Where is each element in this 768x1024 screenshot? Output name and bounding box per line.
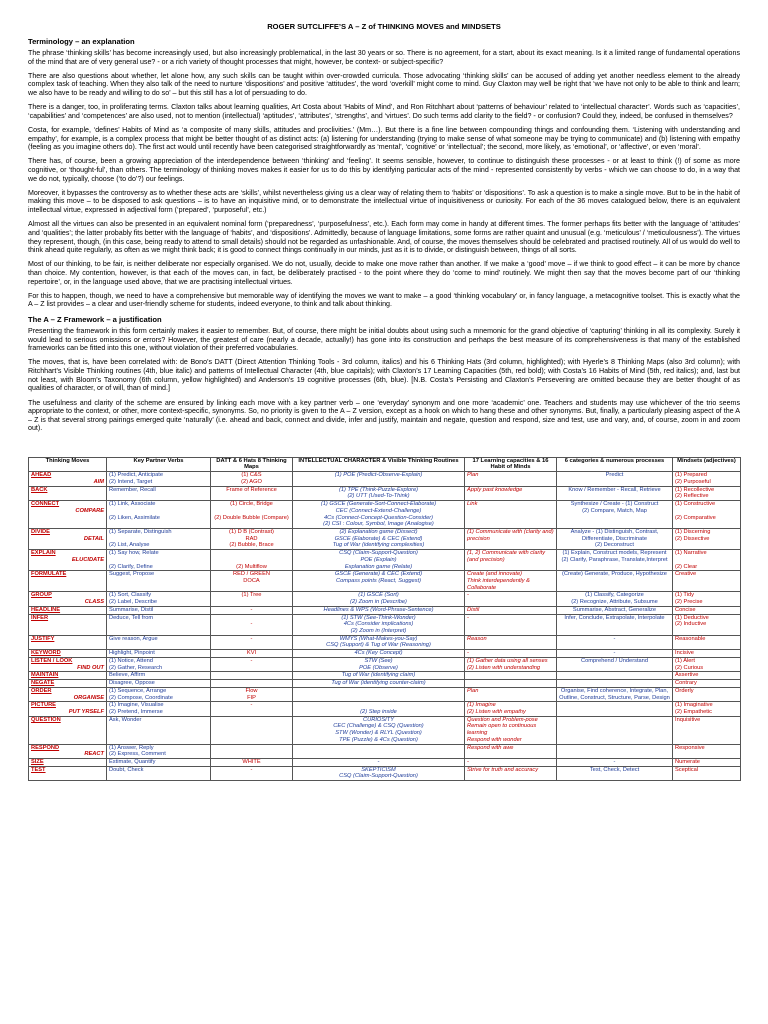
categories-cell: Test, Check, Detect	[557, 766, 673, 780]
intellectual-character-cell: (1) POE (Predict-Observe-Explain)	[293, 472, 465, 486]
mindsets-cell: Inquisitive	[673, 716, 741, 744]
learning-capacities-cell: -	[465, 650, 557, 658]
partner-verbs-cell: Summarise, Distil	[107, 606, 211, 614]
table-row	[29, 528, 741, 549]
paragraph-5: There has, of course, been a growing appreciation of the interdependence between ‘thinking’ and ‘feeling’. It seems sensible, however, to continue to distinguish these processes - or at least to think (!) of some as more cognitive, or ‘thought-ful’, than others. The terminology of thinking moves makes it easier for us to do this by identifying particular acts of the mind - represented consistently by verbs - which we can choose to do, in a way that we do not, typically, choose (‘to do’?) our feelings.	[28, 157, 740, 183]
categories-cell	[557, 702, 673, 716]
datt-cell: -	[211, 614, 293, 635]
partner-verbs-cell: (1) Predict, Anticipate (2) Intend, Target	[107, 472, 211, 486]
intellectual-character-cell: (1) STW (See-Think-Wonder) 4Cs (Consider implications) (2) Zoom in (Interpret)	[293, 614, 465, 635]
table-row	[29, 744, 741, 758]
move-name: TEST	[31, 766, 46, 773]
thinking-move-cell	[29, 680, 107, 688]
intellectual-character-cell: -	[293, 758, 465, 766]
partner-verbs-cell: (1) Separate, Distinguish (2) List, Analyse	[107, 528, 211, 549]
thinking-move-cell	[29, 657, 107, 671]
mindsets-cell: (1) Prepared (2) Purposeful	[673, 472, 741, 486]
categories-cell: Summarise, Abstract, Generalize	[557, 606, 673, 614]
move-subname: ORGANISE	[73, 694, 104, 701]
categories-cell: -	[557, 650, 673, 658]
paragraph-8: Most of our thinking, to be fair, is neither deliberate nor especially organised. We do not, usually, decide to make one move rather than another. If we make a ‘good’ move – if we think to good effect – it can be more by chance than choice. My contention, however, is that each of the moves can, in fact, be deliberately practised - to the point where they do ‘come to mind’ routinely. We might then say that the moves become part of our ‘thinking repertoire’, or, in the language used above, that we are practising intellectual virtues.	[28, 260, 740, 286]
datt-cell: -	[211, 766, 293, 780]
column-header: Key Partner Verbs	[107, 457, 211, 472]
partner-verbs-cell: (1) Say how, Relate (2) Clarify, Define	[107, 550, 211, 571]
datt-cell: (1) Tree	[211, 592, 293, 606]
table-row	[29, 550, 741, 571]
move-name: MAINTAIN	[31, 672, 59, 679]
table-row	[29, 614, 741, 635]
table-row	[29, 606, 741, 614]
categories-cell: (Create) Generate, Produce, Hypothesize	[557, 571, 673, 592]
categories-cell: -	[557, 635, 673, 649]
table-row	[29, 657, 741, 671]
paragraph-11: The moves, that is, have been correlated with: de Bono’s DATT (Direct Attention Thinking Tools - 3rd column, italics) and his 6 Thinking Hats (3rd column, highlighted); with Hyerle’s 8 Thinking Maps (also 3rd column); with Ritchhart’s Visible Thinking routines (4th, blue italic) and patterns of Intellectual Character (4th, blue capitals); with Claxton’s 17 Learning Capacities (5th, red bold); with Costa’s 16 Habits of Mind (5th, red italics); and, last but not least, with Bloom’s Taxonomy (6th column, yellow highlighted) and Anderson’s 19 cognitive processes (6th, blue). [N.B. Costa’s Persisting and Claxton’s Persevering are omitted because they are better thought of as qualities of character, or of will, than of mind.]	[28, 358, 740, 393]
categories-cell: Infer, Conclude, Extrapolate, Interpolate	[557, 614, 673, 635]
mindsets-cell: (1) Constructive (2) Comparative	[673, 501, 741, 529]
intellectual-character-cell: (1) TPE (Think-Puzzle-Explore) (2) UTT (Used-To-Think)	[293, 486, 465, 500]
table-row	[29, 571, 741, 592]
intellectual-character-cell: CURIOSITY CEC (Challenge) & CSQ (Question) STW (Wonder) & RLYL (Question) TPE (Puzzle) & 4Cs (Question)	[293, 716, 465, 744]
mindsets-cell: (1) Deductive (2) Inductive	[673, 614, 741, 635]
learning-capacities-cell: Reason	[465, 635, 557, 649]
move-subname: ELUCIDATE	[71, 556, 104, 563]
learning-capacities-cell: (1) Imagine (2) Listen with empathy	[465, 702, 557, 716]
table-row	[29, 635, 741, 649]
thinking-move-cell	[29, 635, 107, 649]
move-name: HEADLINE	[31, 606, 61, 613]
partner-verbs-cell: (1) Sequence, Arrange (2) Compose, Coordinate	[107, 687, 211, 701]
categories-cell: Know / Remember - Recall, Retrieve	[557, 486, 673, 500]
move-subname: PUT YRSELF	[68, 708, 104, 715]
move-name: INFER	[31, 614, 49, 621]
learning-capacities-cell: Plan	[465, 472, 557, 486]
mindsets-cell: Orderly	[673, 687, 741, 701]
partner-verbs-cell: Doubt, Check	[107, 766, 211, 780]
thinking-move-cell	[29, 650, 107, 658]
table-row	[29, 486, 741, 500]
paragraph-6: Moreover, it bypasses the controversy as to whether these acts are ‘skills’, whilst nevertheless giving us a clear way of relating them to ‘habits’ or ‘dispositions’. To ask a question is to make a single move. But to be in the habit of making this move – to be disposed to ask questions – is to have an inquisitive mind, or to demonstrate the intellectual virtue of inquisitiveness or curiosity. For each of the 36 moves catalogued below, there is an equivalent intellectual virtue, expressed in adjectival form (‘prepared’, ‘purposeful’, etc.)	[28, 188, 740, 215]
intellectual-character-cell: (1) GSCE (Sort) (2) Zoom in (Describe)	[293, 592, 465, 606]
categories-cell: Predict	[557, 472, 673, 486]
learning-capacities-cell: -	[465, 758, 557, 766]
partner-verbs-cell: (1) Answer, Reply (2) Express, Comment	[107, 744, 211, 758]
intellectual-character-cell: SKEPTICISM CSQ (Claim-Support-Question)	[293, 766, 465, 780]
categories-cell	[557, 680, 673, 688]
intellectual-character-cell: 4Cs (Key Concept)	[293, 650, 465, 658]
paragraph-7: Almost all the virtues can also be presented in an equivalent nominal form (‘preparedness’, ‘purposefulness’, etc.). Each form may come in handy at different times. The former perhaps fits better with the language of ‘attitudes’ and ‘qualities’; the latter probably fits better with the language of ‘habits’, and ‘dispositions’. Admittedly, because of language limitations, some forms are rather quaint and unusual (e.g. ‘meticulous’ / ‘meticulousness’). The virtues they represent, though, (in this case, being ready to attend to small details) should not be regarded as unfashionable. And, of course, the moves themselves should be celebrated and practised routinely. All of us would do well to think ahead quite regularly, as often as we might think back; it is good to connect things continually in our minds, just as it is to divide, or distinguish between, things of all sorts.	[28, 220, 740, 255]
datt-cell	[211, 680, 293, 688]
partner-verbs-cell: Disagree, Oppose	[107, 680, 211, 688]
learning-capacities-cell: Question and Problem-pose Remain open to continuous learning Respond with wonder	[465, 716, 557, 744]
intellectual-character-cell: GSCE (Generate) & CEC (Extend) Compass points (React, Suggest)	[293, 571, 465, 592]
table-row	[29, 501, 741, 529]
table-row	[29, 758, 741, 766]
thinking-move-cell	[29, 672, 107, 680]
intellectual-character-cell: CSQ (Claim-Support-Question) POE (Explain) Explanation game (Relate)	[293, 550, 465, 571]
table-row	[29, 687, 741, 701]
move-name: JUSTIFY	[31, 635, 55, 642]
move-subname: REACT	[84, 751, 104, 758]
move-subname: COMPARE	[75, 507, 104, 514]
learning-capacities-cell: Distil	[465, 606, 557, 614]
table-row	[29, 702, 741, 716]
mindsets-cell: Concise	[673, 606, 741, 614]
partner-verbs-cell: Remember, Recall	[107, 486, 211, 500]
table-row	[29, 766, 741, 780]
thinking-move-cell	[29, 744, 107, 758]
learning-capacities-cell: -	[465, 614, 557, 635]
move-name: KEYWORD	[31, 650, 61, 657]
learning-capacities-cell: -	[465, 592, 557, 606]
intellectual-character-cell: (2) Explanation game (Dissect) GSCE (Elaborate) & CEC (Extend) Tug of War (identifying complexities)	[293, 528, 465, 549]
datt-cell: (2) Multiflow	[211, 550, 293, 571]
thinking-move-cell	[29, 571, 107, 592]
intellectual-character-cell: Headlines & WPS (Word-Phrase-Sentence)	[293, 606, 465, 614]
column-header: 6 categories & numerous processes	[557, 457, 673, 472]
mindsets-cell: Contrary	[673, 680, 741, 688]
document-title: ROGER SUTCLIFFE’S A – Z of THINKING MOVES and MINDSETS	[267, 22, 501, 31]
intellectual-character-cell	[293, 744, 465, 758]
column-header: DATT & 6 Hats 8 Thinking Maps	[211, 457, 293, 472]
thinking-move-cell	[29, 486, 107, 500]
learning-capacities-cell: Plan	[465, 687, 557, 701]
move-subname: CLASS	[84, 599, 104, 606]
partner-verbs-cell: (1) Notice, Attend (2) Gather, Research	[107, 657, 211, 671]
categories-cell: Analyze - (1) Distinguish, Contrast, Differentiate, Discriminate (2) Deconstruct	[557, 528, 673, 549]
paragraph-10: Presenting the framework in this form certainly makes it easier to remember. But, of course, there might be initial doubts about using such a mnemonic for the grand objective of ‘capturing’ thinking in all its complexity. Surely it would lead to serious omissions or errors? However, the greatest of care (nearly a decade, actually!) has gone into its construction and perhaps the best measure of its comprehensiveness is that many of the established frameworks can be fitted into this one, without violation of their preferred vocabularies.	[28, 327, 740, 353]
mindsets-cell: (1) Tidy (2) Precise	[673, 592, 741, 606]
thinking-move-cell	[29, 550, 107, 571]
mindsets-cell: (1) Imaginative (2) Empathetic	[673, 702, 741, 716]
datt-cell: -	[211, 635, 293, 649]
thinking-move-cell	[29, 758, 107, 766]
table-row	[29, 650, 741, 658]
categories-cell: -	[557, 758, 673, 766]
partner-verbs-cell: (1) Imagine, Visualise (2) Pretend, Immerse	[107, 702, 211, 716]
categories-cell	[557, 716, 673, 744]
move-name: QUESTION	[31, 716, 61, 723]
thinking-move-cell	[29, 766, 107, 780]
datt-cell: Frame of Reference	[211, 486, 293, 500]
thinking-move-cell	[29, 592, 107, 606]
mindsets-cell: Sceptical	[673, 766, 741, 780]
thinking-move-cell	[29, 702, 107, 716]
learning-capacities-cell	[465, 680, 557, 688]
partner-verbs-cell: (1) Link, Associate (2) Liken, Assimilate	[107, 501, 211, 529]
intellectual-character-cell: Tug of War (identifying counter-claim)	[293, 680, 465, 688]
datt-cell: (1) Circle, Bridge (2) Double Bubble (Compare)	[211, 501, 293, 529]
thinking-move-cell	[29, 687, 107, 701]
learning-capacities-cell	[465, 672, 557, 680]
mindsets-cell: (1) Narrative (2) Clear	[673, 550, 741, 571]
move-name: AHEAD	[31, 472, 52, 479]
datt-cell	[211, 672, 293, 680]
move-name: BACK	[31, 486, 48, 493]
move-name: FORMULATE	[31, 571, 67, 578]
categories-cell: Comprehend / Understand	[557, 657, 673, 671]
learning-capacities-cell: (1, 2) Communicate with clarity (and precision)	[465, 550, 557, 571]
datt-cell: RED / GREEN DOCA	[211, 571, 293, 592]
partner-verbs-cell: (1) Sort, Classify (2) Label, Describe	[107, 592, 211, 606]
mindsets-cell: Incisive	[673, 650, 741, 658]
thinking-move-cell	[29, 501, 107, 529]
mindsets-cell: Assertive	[673, 672, 741, 680]
partner-verbs-cell: Deduce, Tell from	[107, 614, 211, 635]
move-name: CONNECT	[31, 501, 60, 508]
thinking-move-cell	[29, 614, 107, 635]
mindsets-cell: (1) Alert (2) Curious	[673, 657, 741, 671]
mindsets-cell: Responsive	[673, 744, 741, 758]
datt-cell: Flow FIP	[211, 687, 293, 701]
table-row	[29, 592, 741, 606]
intellectual-character-cell: STW (See) POE (Observe)	[293, 657, 465, 671]
table-row	[29, 472, 741, 486]
thinking-move-cell	[29, 716, 107, 744]
paragraph-3: There is a danger, too, in proliferating terms. Claxton talks about learning qualities, Art Costa about ‘Habits of Mind’, and Ron Ritchhart about ‘patterns of behaviour’ related to ‘intellectual character’. Words such as ‘capacities’, ‘capabilities’ and ‘competences’ are also used, not to mention (intellectual) ‘aptitudes’, ‘attributes’, ‘strengths’, and ‘virtues’. Do such terms add clarity to the field? - or confusion? Could they, indeed, be confused in themselves?	[28, 103, 740, 120]
terminology-heading: Terminology – an explanation	[28, 37, 135, 46]
paragraph-1: The phrase ‘thinking skills’ has become increasingly used, but also increasingly problematical, in the last 30 years or so. There is no agreement, for a start, about its exact meaning. Is it a limited range of fundamental operations of the mind that are of very general use? - or a rich variety of thought processes that might, however, be context- or subject-specific?	[28, 49, 740, 66]
paragraph-2: There are also questions about whether, let alone how, any such skills can be taught within over-crowded curricula. Those advocating ‘thinking skills’ can be accused of adding yet another needless element to the already complex task of teaching. When they also talk of the need to nurture ‘dispositions’ and positive ‘attitudes’, the word ‘overkill’ might come to mind. Guy Claxton may well be right that ‘we have not only to be able to think and learn; we also have to be ready and willing to do so’ – but this still has a lot of persuading to do.	[28, 71, 740, 98]
table-row	[29, 672, 741, 680]
categories-cell: Synthesize / Create - (1) Construct (2) Compare, Match, Map	[557, 501, 673, 529]
mindsets-cell: Creative	[673, 571, 741, 592]
intellectual-character-cell: (2) Step inside	[293, 702, 465, 716]
table-header-row	[29, 457, 741, 472]
paragraph-4: Costa, for example, ‘defines’ Habits of Mind as ‘a composite of many skills, attitudes and proclivities.’ (Mm…). But there is a fine line between compounding things and confounding them. ‘Listening with understanding and empathy’, for example, is a complex process that might be better thought of as distinct acts: (a) listening for understanding (trying to make sense of what someone may be trying to communicate) and (b) listening with empathy (feeling as you imagine others do). The first act would until recently have been categorised straightforwardly as ‘mental’, ‘cognitive’ or ‘intellectual’; the second, more likely, as ‘emotional’, or ‘affective’, or even ‘moral’.	[28, 125, 740, 152]
datt-cell: (1) D B (Contrast) RAD (2) Bubble, Brace	[211, 528, 293, 549]
intellectual-character-cell: Tug of War (identifying claim)	[293, 672, 465, 680]
move-name: PICTURE	[31, 702, 56, 709]
move-name: NEGATE	[31, 680, 55, 687]
categories-cell	[557, 744, 673, 758]
datt-cell: -	[211, 702, 293, 716]
categories-cell: (1) Classify, Categorize (2) Recognize, Attribute, Subsume	[557, 592, 673, 606]
move-name: SIZE	[31, 758, 44, 765]
thinking-moves-table	[28, 457, 741, 782]
move-name: GROUP	[31, 592, 52, 599]
partner-verbs-cell: Highlight, Pinpoint	[107, 650, 211, 658]
move-name: RESPOND	[31, 744, 60, 751]
categories-cell: Organise, Find coherence, Integrate, Plan, Outline, Construct, Structure, Parse, Design	[557, 687, 673, 701]
move-name: ORDER	[31, 687, 52, 694]
learning-capacities-cell: Create (and innovate) Think interdependently & Collaborate	[465, 571, 557, 592]
learning-capacities-cell: (1) Gather data using all senses (2) Listen with understanding	[465, 657, 557, 671]
categories-cell: (1) Explain, Construct models, Represent (2) Clarify, Paraphrase, Translate,Interpret	[557, 550, 673, 571]
datt-cell: (1) C&S (2) AGO	[211, 472, 293, 486]
move-subname: FIND OUT	[77, 664, 104, 671]
mindsets-cell: (1) Recollective (2) Reflective	[673, 486, 741, 500]
learning-capacities-cell: (1) Communicate with (clarity and) precision	[465, 528, 557, 549]
learning-capacities-cell: Link	[465, 501, 557, 529]
datt-cell	[211, 716, 293, 744]
partner-verbs-cell: Suggest, Propose	[107, 571, 211, 592]
learning-capacities-cell: Strive for truth and accuracy	[465, 766, 557, 780]
datt-cell: -	[211, 606, 293, 614]
partner-verbs-cell: Believe, Affirm	[107, 672, 211, 680]
thinking-move-cell	[29, 528, 107, 549]
column-header: INTELLECTUAL CHARACTER & Visible Thinking Routines	[293, 457, 465, 472]
paragraph-9: For this to happen, though, we need to have a comprehensive but memorable way of identifying the moves we want to make – a good ‘thinking vocabulary’ or, in fancy language, a metacognitive toolset. This is exactly what the A – Z list provides – a clear and user-friendly scheme for students, indeed everyone, to think and talk about thinking.	[28, 291, 740, 309]
mindsets-cell: Reasonable	[673, 635, 741, 649]
intellectual-character-cell: (1) GSCE (Generate-Sort-Connect-Elaborate) CEC (Connect-Extend-Challenge) 4Cs (Connect-Concept-Question-Consider) (2) CSI : Colour, Symbol, Image (Analogise)	[293, 501, 465, 529]
datt-cell	[211, 744, 293, 758]
move-name: LISTEN / LOOK	[31, 657, 73, 664]
intellectual-character-cell	[293, 687, 465, 701]
categories-cell	[557, 672, 673, 680]
table-row	[29, 716, 741, 744]
partner-verbs-cell: Ask, Wonder	[107, 716, 211, 744]
datt-cell: WHITE	[211, 758, 293, 766]
move-subname: AIM	[93, 478, 104, 485]
column-header: Thinking Moves	[29, 457, 107, 472]
datt-cell: KVI	[211, 650, 293, 658]
move-name: EXPLAIN	[31, 550, 56, 557]
partner-verbs-cell: Give reason, Argue	[107, 635, 211, 649]
thinking-move-cell	[29, 472, 107, 486]
mindsets-cell: (1) Discerning (2) Dissective	[673, 528, 741, 549]
learning-capacities-cell: Respond with awe	[465, 744, 557, 758]
column-header: 17 Learning capacities & 16 Habit of Minds	[465, 457, 557, 472]
column-header: Mindsets (adjectives)	[673, 457, 741, 472]
framework-heading: The A – Z Framework – a justification	[28, 315, 162, 325]
datt-cell: -	[211, 657, 293, 671]
move-name: DIVIDE	[31, 528, 50, 535]
mindsets-cell: Numerate	[673, 758, 741, 766]
partner-verbs-cell: Estimate, Quantify	[107, 758, 211, 766]
paragraph-12: The usefulness and clarity of the scheme are ensured by linking each move with a key partner verb – one ‘everyday’ synonym and one more ‘academic’ one. Teachers and students may use whichever of the trio seems appropriate to the context, or other, more context-specific, synonyms. So, no priority is given to the A – Z version, except as a hook on which to hang these and other synonyms. But, finally, a particularly pleasing aspect of the A – Z is that several strong pairings emerged quite ‘naturally’ (i.e. ahead and back, connect and divide, infer and justify, maintain and negate, question and respond, size and test, use and vary, and, of course, zoom in and zoom out).	[28, 398, 740, 433]
table-row	[29, 680, 741, 688]
move-subname: DETAIL	[83, 535, 104, 542]
learning-capacities-cell: Apply past knowledge	[465, 486, 557, 500]
thinking-move-cell	[29, 606, 107, 614]
table-body	[29, 472, 741, 781]
intellectual-character-cell: WMYS (What-Makes-you-Say) CSQ (Support) & Tug of War (Reasoning)	[293, 635, 465, 649]
